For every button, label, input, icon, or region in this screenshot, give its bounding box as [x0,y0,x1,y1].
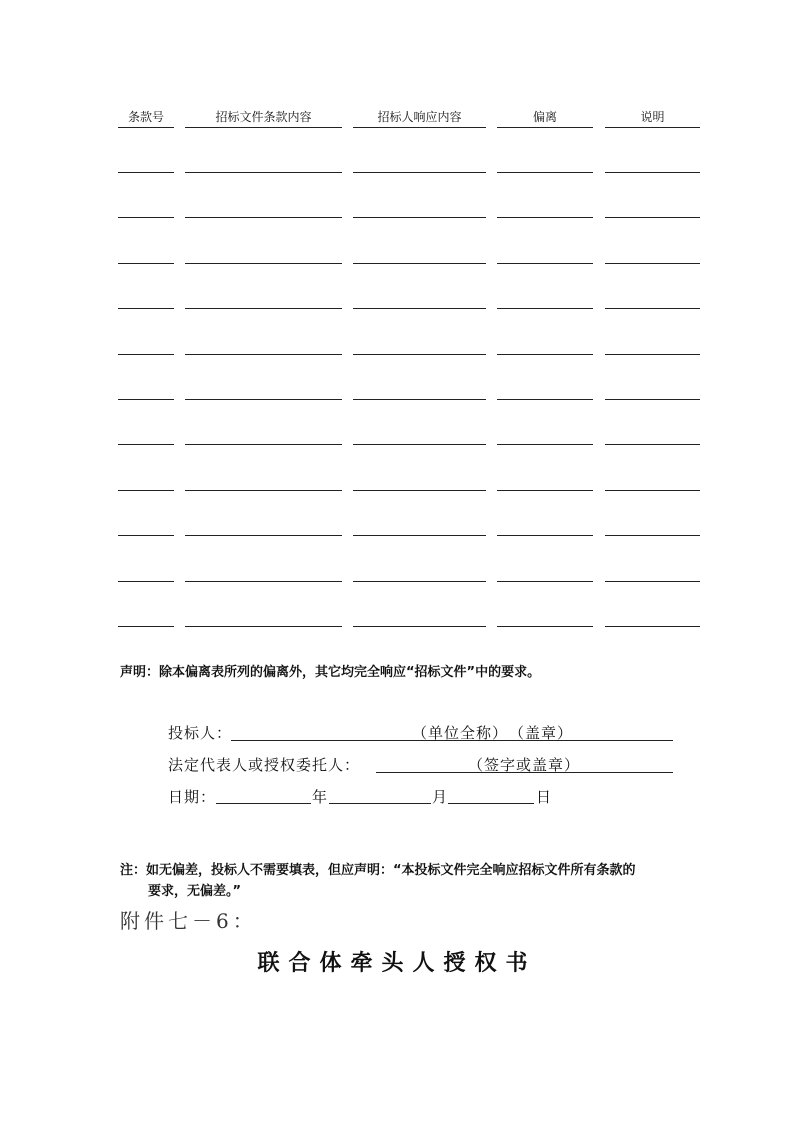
table-cell-tender-content[interactable] [185,217,342,218]
table-cell-clause-no[interactable] [118,490,174,491]
table-cell-remarks[interactable] [605,172,700,173]
table-cell-clause-no[interactable] [118,581,174,582]
table-cell-deviation[interactable] [497,581,593,582]
annex-label: 附件七－6： [120,909,257,933]
table-cell-remarks[interactable] [605,626,700,627]
table-cell-tender-content[interactable] [185,354,342,355]
table-cell-response-content[interactable] [353,444,486,445]
table-cell-deviation[interactable] [497,626,593,627]
table-cell-deviation[interactable] [497,354,593,355]
section-title: 联合体牵头人授权书 [257,951,537,976]
table-cell-clause-no[interactable] [118,263,174,264]
table-cell-response-content[interactable] [353,172,486,173]
table-cell-remarks[interactable] [605,354,700,355]
table-cell-clause-no[interactable] [118,354,174,355]
table-cell-tender-content[interactable] [185,308,342,309]
table-cell-deviation[interactable] [497,172,593,173]
day-field-line[interactable] [448,803,534,804]
table-cell-response-content[interactable] [353,581,486,582]
declaration-text: 声明：除本偏离表所列的偏离外，其它均完全响应“招标文件”中的要求。 [120,665,541,680]
table-cell-remarks[interactable] [605,490,700,491]
table-cell-remarks[interactable] [605,581,700,582]
table-cell-clause-no[interactable] [118,172,174,173]
table-cell-tender-content[interactable] [185,263,342,264]
table-cell-response-content[interactable] [353,535,486,536]
bidder-hint: （单位全称） （盖章） [412,724,574,742]
table-cell-deviation[interactable] [497,217,593,218]
table-cell-tender-content[interactable] [185,490,342,491]
col-header-tender-content: 招标文件条款内容 [185,110,342,128]
table-cell-clause-no[interactable] [118,217,174,218]
table-cell-tender-content[interactable] [185,444,342,445]
note-line-2: 要求，无偏差。” [148,884,242,899]
representative-hint: （签字或盖章） [468,756,581,774]
table-cell-deviation[interactable] [497,490,593,491]
bidder-label: 投标人： [168,724,233,742]
date-label: 日期： [168,788,217,806]
table-cell-clause-no[interactable] [118,308,174,309]
table-cell-tender-content[interactable] [185,535,342,536]
year-label: 年 [312,788,329,806]
table-cell-response-content[interactable] [353,490,486,491]
table-cell-response-content[interactable] [353,308,486,309]
month-label: 月 [432,788,449,806]
table-cell-clause-no[interactable] [118,626,174,627]
table-cell-remarks[interactable] [605,308,700,309]
table-cell-remarks[interactable] [605,399,700,400]
table-cell-tender-content[interactable] [185,399,342,400]
table-cell-response-content[interactable] [353,217,486,218]
representative-label: 法定代表人或授权委托人： [168,756,361,774]
table-cell-response-content[interactable] [353,626,486,627]
table-cell-tender-content[interactable] [185,626,342,627]
table-cell-remarks[interactable] [605,444,700,445]
table-cell-deviation[interactable] [497,399,593,400]
table-cell-remarks[interactable] [605,217,700,218]
note-line-1: 注：如无偏差，投标人不需要填表，但应声明：“本投标文件完全响应招标文件所有条款的 [120,863,636,878]
table-cell-clause-no[interactable] [118,535,174,536]
table-cell-clause-no[interactable] [118,399,174,400]
table-cell-remarks[interactable] [605,535,700,536]
month-field-line[interactable] [329,803,431,804]
table-cell-response-content[interactable] [353,354,486,355]
col-header-response-content: 招标人响应内容 [353,110,486,128]
table-cell-tender-content[interactable] [185,172,342,173]
table-cell-deviation[interactable] [497,263,593,264]
table-cell-tender-content[interactable] [185,581,342,582]
table-cell-response-content[interactable] [353,263,486,264]
table-cell-remarks[interactable] [605,263,700,264]
year-field-line[interactable] [216,803,311,804]
table-cell-clause-no[interactable] [118,444,174,445]
col-header-clause-no: 条款号 [118,110,174,128]
table-cell-deviation[interactable] [497,308,593,309]
day-label: 日 [536,788,553,806]
table-cell-deviation[interactable] [497,535,593,536]
col-header-deviation: 偏离 [497,110,593,128]
col-header-remarks: 说明 [605,110,700,128]
table-cell-response-content[interactable] [353,399,486,400]
table-cell-deviation[interactable] [497,444,593,445]
